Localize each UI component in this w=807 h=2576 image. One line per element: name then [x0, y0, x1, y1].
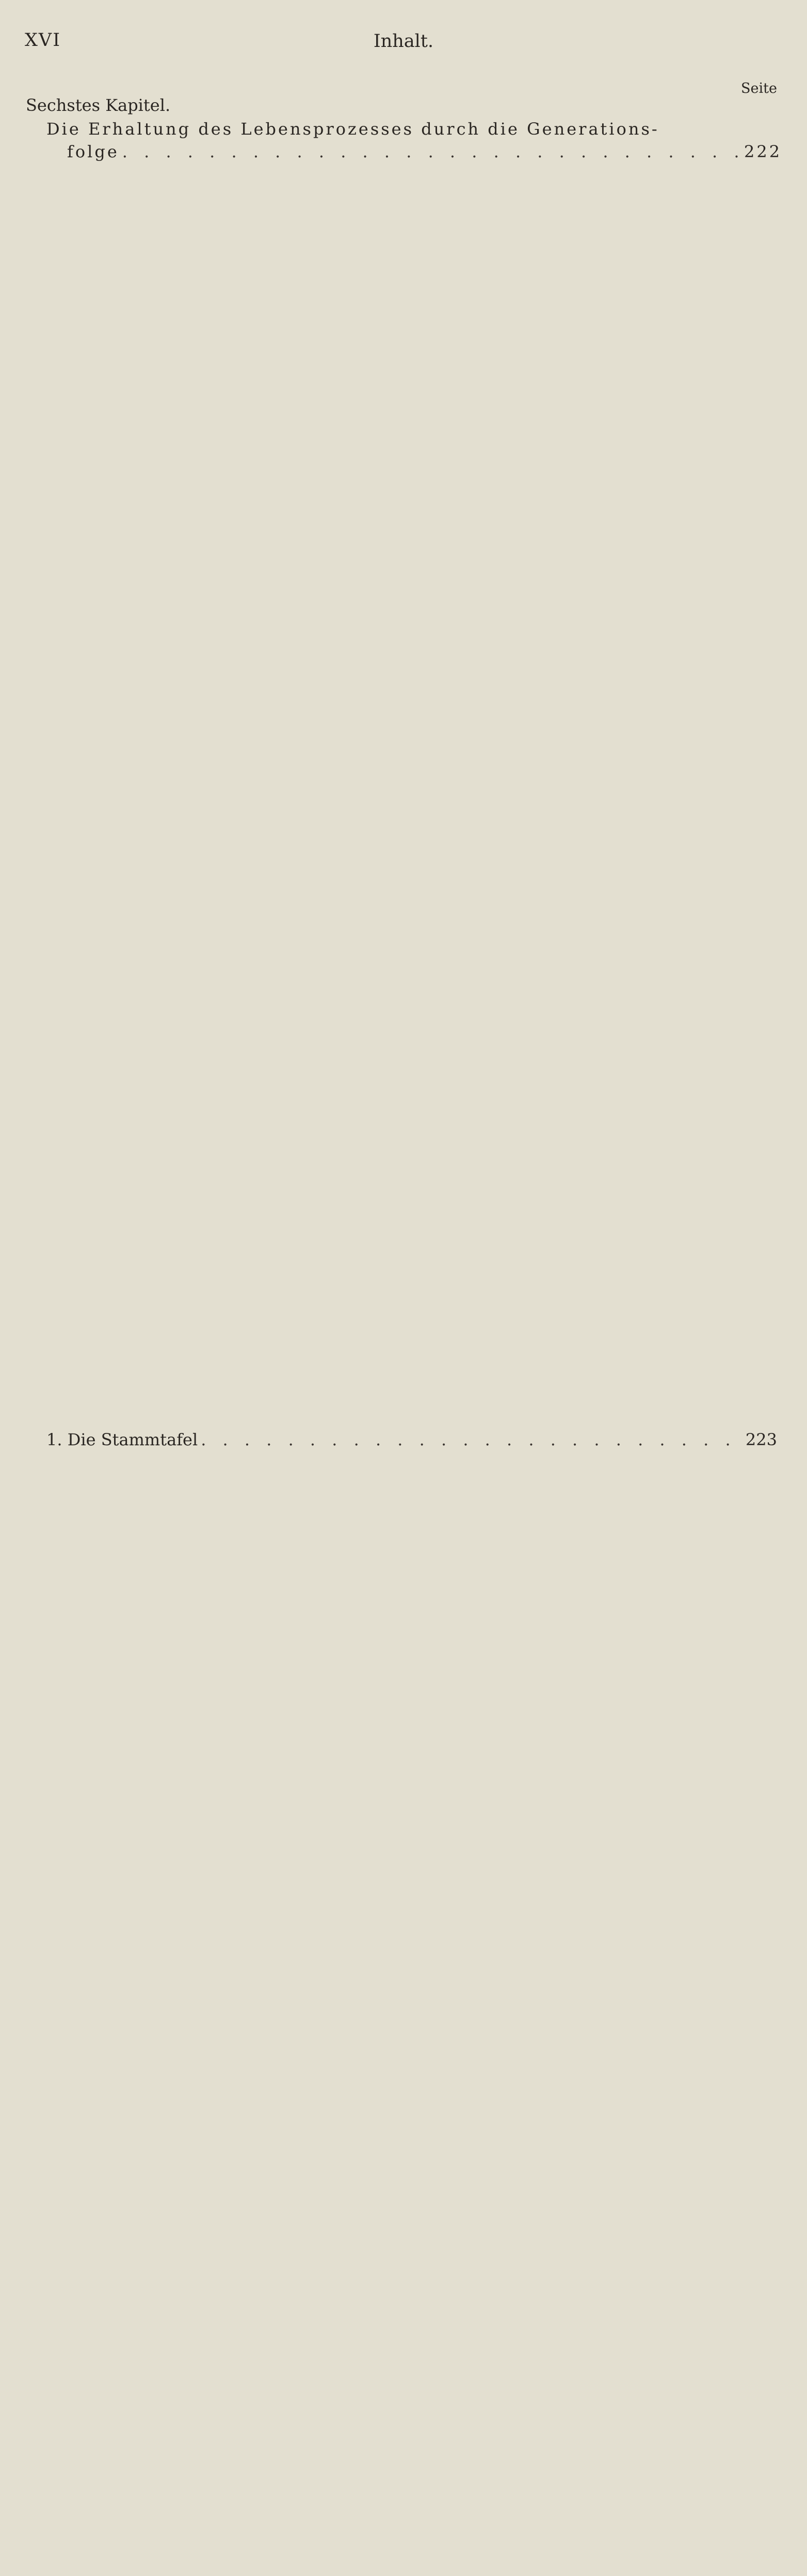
page-column-label: Seite — [741, 80, 777, 96]
chapter-title: Die Erhaltung des Lebensprozesses durch die Generations- — [46, 119, 659, 139]
page-title: Inhalt. — [373, 31, 434, 52]
page-number: XVI — [25, 30, 61, 51]
toc-entry: folge . . . 222 — [26, 140, 777, 1428]
chapter-heading: Sechstes Kapitel. — [26, 95, 171, 115]
table-of-contents — [26, 94, 782, 2576]
toc-entry: 1. Die Stammtafel . . . 223 — [26, 1428, 777, 2576]
running-head — [25, 30, 782, 56]
